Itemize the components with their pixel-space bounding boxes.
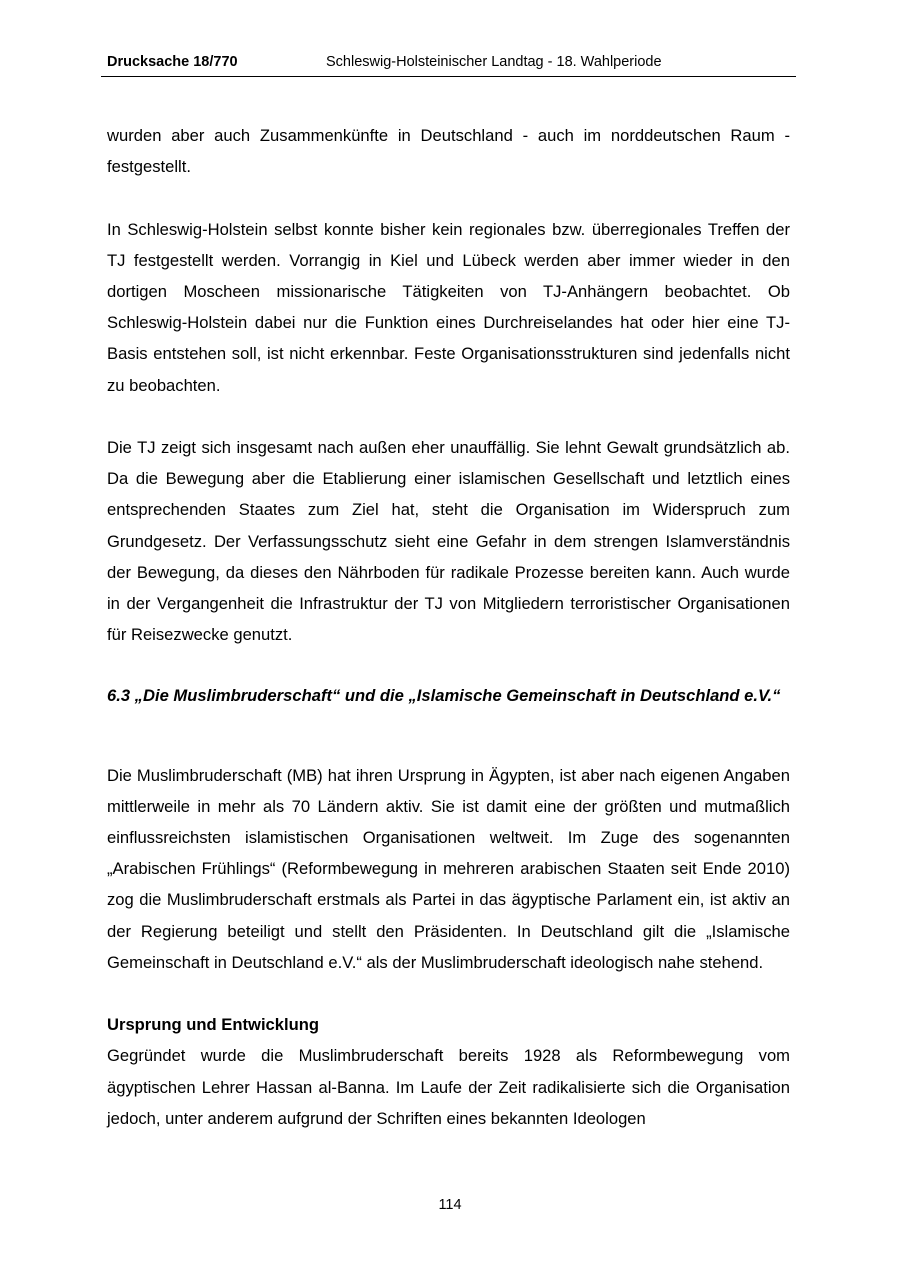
body-paragraph: wurden aber auch Zusammenkünfte in Deutschland - auch im norddeutschen Raum - festgestellt. xyxy=(107,126,790,177)
subsection-heading: Ursprung und Entwicklung xyxy=(107,1015,320,1035)
parliament-title: Schleswig-Holsteinischer Landtag - 18. Wahlperiode xyxy=(326,54,662,70)
document-body xyxy=(107,120,790,1134)
page-number: 114 xyxy=(438,1197,462,1213)
body-paragraph: Die Muslimbruderschaft (MB) hat ihren Ursprung in Ägypten, ist aber nach eigenen Angaben mittlerweile in mehr als 70 Ländern aktiv. Sie ist damit eine der größten und mutmaßlich einflussreichsten islamistischen Organisationen weltweit. Im Zuge des sogenannten „Arabischen Frühlings“ (Reformbewegung in mehreren arabischen Staaten seit Ende 2010) zog die Muslimbruderschaft erstmals als Partei in das ägyptische Parlament ein, ist aktiv an der Regierung beteiligt und stellt den Präsidenten. In Deutschland gilt die „Islamische Gemeinschaft in Deutschland e.V.“ als der Muslimbruderschaft ideologisch nahe stehend. xyxy=(107,765,790,972)
body-paragraph: Gegründet wurde die Muslimbruderschaft bereits 1928 als Reformbewegung vom ägyptischen Lehrer Hassan al-Banna. Im Laufe der Zeit radikalisierte sich die Organisation jedoch, unter anderem aufgrund der Schriften eines bekannten Ideologen xyxy=(107,1046,790,1128)
document-number: Drucksache 18/770 xyxy=(107,54,238,70)
body-paragraph: Die TJ zeigt sich insgesamt nach außen eher unauffällig. Sie lehnt Gewalt grundsätzlich ab. Da die Bewegung aber die Etablierung einer islamischen Gesellschaft und letztlich eines entsprechenden Staates zum Ziel hat, steht die Organisation im Widerspruch zum Grundgesetz. Der Verfassungsschutz sieht eine Gefahr in dem strengen Islamverständnis der Bewegung, da dieses den Nährboden für radikale Prozesse bereiten kann. Auch wurde in der Vergangenheit die Infrastruktur der TJ von Mitgliedern terroristischer Organisationen für Reisezwecke genutzt. xyxy=(107,438,790,645)
body-paragraph: In Schleswig-Holstein selbst konnte bisher kein regionales bzw. überregionales Treffen der TJ festgestellt werden. Vorrangig in Kiel und Lübeck werden aber immer wieder in den dortigen Moscheen missionarische Tätigkeiten von TJ-Anhängern beobachtet. Ob Schleswig-Holstein dabei nur die Funktion eines Durchreiselandes hat oder hier eine TJ-Basis entstehen soll, ist nicht erkennbar. Feste Organisationsstrukturen sind jedenfalls nicht zu beobachten. xyxy=(107,219,790,395)
section-heading: 6.3 „Die Muslimbruderschaft“ und die „Islamische Gemeinschaft in Deutschland e.V.“ xyxy=(107,685,781,705)
page-header xyxy=(101,52,796,77)
